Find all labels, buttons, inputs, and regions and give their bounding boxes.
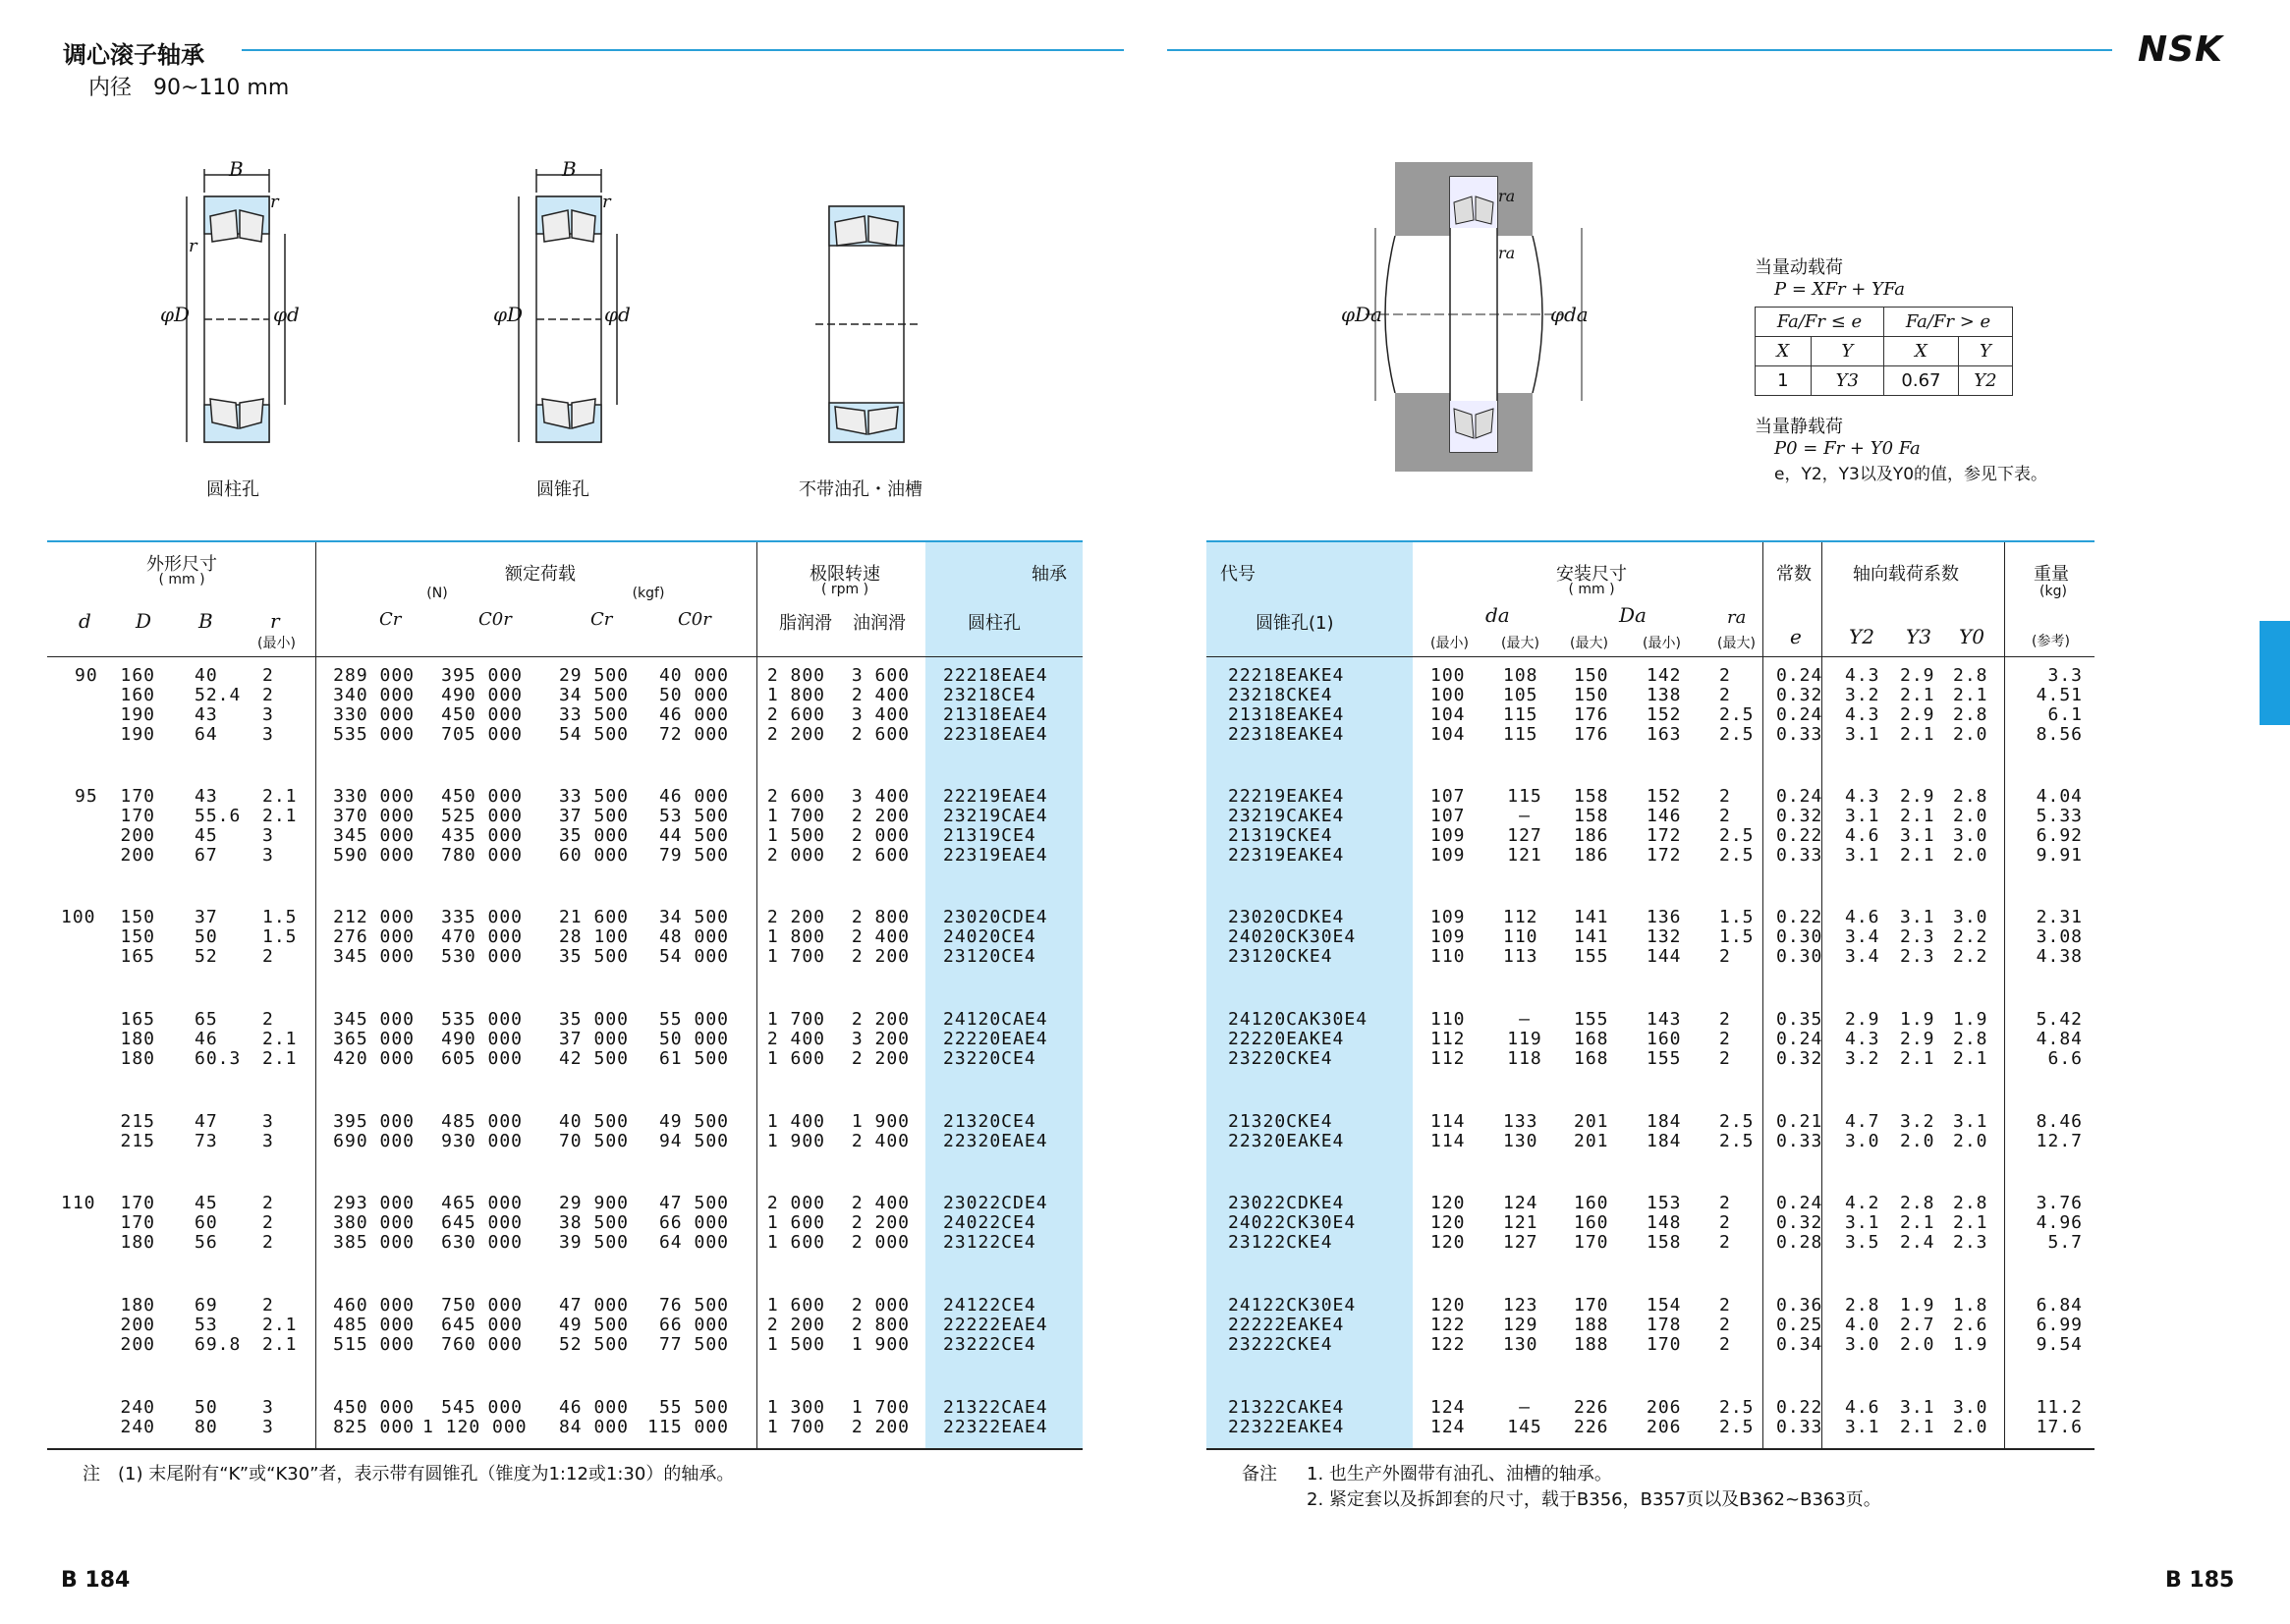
cell-da-min: 114 114	[1430, 1111, 1466, 1151]
cell-B: 45 60 56	[195, 1193, 218, 1253]
cell-oil: 3 400 2 200 2 000 2 600	[851, 786, 910, 866]
cell-grease: 1 300 1 700	[766, 1397, 825, 1437]
cell-B: 37 50 52	[195, 907, 218, 967]
hdr-ref: (参考)	[2032, 634, 2070, 649]
cell-da-min: 109 109 110	[1430, 907, 1466, 967]
left-vsep-1	[315, 542, 316, 1448]
cell-grease: 2 200 1 800 1 700	[766, 907, 825, 967]
left-header-rule	[47, 656, 1083, 657]
cell-da-max: 108 105 115 115	[1503, 665, 1538, 745]
cell-D: 180 200 200	[120, 1295, 155, 1355]
cell-code: 24122CE4 22222EAE4 23222CE4	[943, 1295, 1048, 1355]
dim-label-r2: r	[602, 192, 611, 212]
hdr-Y0: Y0	[1959, 625, 1984, 648]
cell-code: 21322CAKE4 22322EAKE4	[1228, 1397, 1345, 1437]
cell-oil: 3 600 2 400 3 400 2 600	[851, 665, 910, 745]
cell-code: 21320CKE4 22320EAKE4	[1228, 1111, 1345, 1151]
dim-label-d1: φd	[273, 303, 300, 326]
cell-Y2: 4.6 3.4 3.4	[1845, 907, 1880, 967]
right-note-2: 2. 紧定套以及拆卸套的尺寸，载于B356，B357页以及B362~B363页。	[1307, 1489, 1881, 1510]
cell-weight: 4.04 5.33 6.92 9.91	[2036, 786, 2083, 866]
label-ra2: ra	[1498, 244, 1516, 262]
brand-logo: NSK	[2138, 29, 2223, 70]
dim-label-r1: r	[270, 192, 279, 212]
cell-grease: 2 000 1 600 1 600	[766, 1193, 825, 1253]
cell-ra: 2 2 2.5 2.5	[1719, 665, 1755, 745]
cell-Da-min: 154 178 170	[1647, 1295, 1682, 1355]
left-table-bottom-rule	[47, 1448, 1083, 1450]
cell-C0rk: 40 000 50 000 46 000 72 000	[658, 665, 729, 745]
cell-Da-max: 158 158 186 186	[1574, 786, 1609, 866]
cell-Cr: 289 000 340 000 330 000 535 000	[333, 665, 415, 745]
cell-d: 95	[75, 786, 98, 807]
static-load-note: e，Y2，Y3以及Y0的值，参见下表。	[1774, 465, 2048, 484]
cell-r: 1.5 1.5 2	[262, 907, 298, 967]
cell-ra: 1.5 1.5 2	[1719, 907, 1755, 967]
cell-Y2: 4.7 3.0	[1845, 1111, 1880, 1151]
cell-grease: 1 700 2 400 1 600	[766, 1009, 825, 1069]
cell-d: 90	[75, 665, 98, 686]
hdr-unit-n: (N)	[426, 586, 448, 601]
caption-tapered: 圆锥孔	[536, 479, 589, 500]
bearing-diagrams	[147, 147, 953, 511]
hdr-axial: 轴向载荷系数	[1853, 564, 1959, 585]
cell-e: 0.24 0.32 0.22 0.33	[1776, 786, 1823, 866]
hdr-ra: ra	[1727, 607, 1747, 628]
cell-Y0: 3.0 2.0	[1953, 1397, 1988, 1437]
cell-oil: 2 400 2 200 2 000	[851, 1193, 910, 1253]
hdr-Da-min: (最小)	[1643, 636, 1681, 651]
hdr-mount: 安装尺寸	[1556, 564, 1627, 585]
cell-weight: 5.42 4.84 6.6	[2036, 1009, 2083, 1069]
x-label-1: X	[1756, 337, 1812, 366]
right-table-top-rule	[1206, 540, 2095, 542]
cell-da-max: – 145	[1507, 1397, 1542, 1437]
hdr-unit-kgf: (kgf)	[632, 586, 665, 601]
label-ra1: ra	[1498, 187, 1516, 205]
cell-da-max: 124 121 127	[1503, 1193, 1538, 1253]
cell-B: 40 52.4 43 64	[195, 665, 242, 745]
val-4: Y2	[1958, 366, 2012, 396]
cell-D: 165 180 180	[120, 1009, 155, 1069]
cell-code: 23022CDE4 24022CE4 23122CE4	[943, 1193, 1048, 1253]
cell-code: 24120CAE4 22220EAE4 23220CE4	[943, 1009, 1048, 1069]
cell-B: 43 55.6 45 67	[195, 786, 242, 866]
cell-r: 3 3	[262, 1397, 274, 1437]
left-page-number: B 184	[61, 1568, 131, 1593]
cell-B: 47 73	[195, 1111, 218, 1151]
right-note-1: 1. 也生产外圈带有油孔、油槽的轴承。	[1307, 1464, 1612, 1484]
cell-da-min: 107 107 109 109	[1430, 786, 1466, 866]
cell-da-max: – 119 118	[1507, 1009, 1542, 1069]
cell-grease: 2 800 1 800 2 600 2 200	[766, 665, 825, 745]
cell-grease: 1 600 2 200 1 500	[766, 1295, 825, 1355]
dim-label-D2: φD	[493, 303, 524, 326]
left-title-rule	[242, 49, 1124, 51]
cell-Cr: 395 000 690 000	[333, 1111, 415, 1151]
cell-Cr: 450 000 825 000	[333, 1397, 415, 1437]
cell-r: 2.1 2.1 3 3	[262, 786, 298, 866]
cell-ra: 2 2 2	[1719, 1009, 1731, 1069]
y-label-1: Y	[1811, 337, 1883, 366]
cell-d: 110	[61, 1193, 96, 1213]
cell-Y2: 4.3 3.2 4.3 3.1	[1845, 665, 1880, 745]
hdr-cyl: 圆柱孔	[968, 613, 1021, 634]
cell-code: 23022CDKE4 24022CK30E4 23122CKE4	[1228, 1193, 1357, 1253]
cell-Y3: 3.1 2.3 2.3	[1900, 907, 1935, 967]
cell-Y0: 2.8 2.1 2.3	[1953, 1193, 1988, 1253]
right-table-bottom-rule	[1206, 1448, 2095, 1450]
cell-code: 21320CE4 22320EAE4	[943, 1111, 1048, 1151]
cell-Y0: 2.8 2.0 3.0 2.0	[1953, 786, 1988, 866]
cell-Da-min: 152 146 172 172	[1647, 786, 1682, 866]
hdr-B: B	[198, 609, 213, 633]
hdr-D: D	[136, 609, 152, 633]
cell-D: 240 240	[120, 1397, 155, 1437]
hdr-r: r	[270, 609, 280, 633]
left-footnote: 注 (1) 末尾附有“K”或“K30”者，表示带有圆锥孔（锥度为1:12或1:30）的轴承。	[83, 1464, 735, 1484]
label-Da: φDa	[1341, 303, 1382, 326]
cell-e: 0.35 0.24 0.32	[1776, 1009, 1823, 1069]
cell-Da-min: 153 148 158	[1647, 1193, 1682, 1253]
cell-da-min: 124 124	[1430, 1397, 1466, 1437]
cell-da-max: 133 130	[1503, 1111, 1538, 1151]
cell-da-min: 110 112 112	[1430, 1009, 1466, 1069]
cell-Y0: 2.8 2.1 2.8 2.0	[1953, 665, 1988, 745]
cell-weight: 6.84 6.99 9.54	[2036, 1295, 2083, 1355]
cell-Cr: 212 000 276 000 345 000	[333, 907, 415, 967]
cell-e: 0.22 0.30 0.30	[1776, 907, 1823, 967]
hdr-Cr1: Cr	[379, 609, 402, 630]
cell-Y2: 4.6 3.1	[1845, 1397, 1880, 1437]
cell-Y0: 1.9 2.8 2.1	[1953, 1009, 1988, 1069]
cond-1: Fa/Fr ≤ e	[1756, 308, 1884, 337]
dim-label-r1b: r	[189, 236, 197, 256]
cell-code: 24120CAK30E4 22220EAKE4 23220CKE4	[1228, 1009, 1368, 1069]
cell-Da-min: 143 160 155	[1647, 1009, 1682, 1069]
cell-code: 24122CK30E4 22222EAKE4 23222CKE4	[1228, 1295, 1357, 1355]
cell-e: 0.22 0.33	[1776, 1397, 1823, 1437]
left-table-top-rule	[47, 540, 1083, 542]
dim-label-B2: B	[562, 157, 577, 181]
cell-B: 69 53 69.8	[195, 1295, 242, 1355]
hdr-speed: 极限转速	[810, 564, 880, 585]
cell-weight: 11.2 17.6	[2036, 1397, 2083, 1437]
cell-C0rk: 76 500 66 000 77 500	[658, 1295, 729, 1355]
cell-da-min: 120 120 120	[1430, 1193, 1466, 1253]
dyn-load-title: 当量动载荷	[1755, 257, 1843, 278]
cell-B: 50 80	[195, 1397, 218, 1437]
hdr-outer: 外形尺寸	[146, 554, 217, 575]
hdr-C0r1: C0r	[478, 609, 512, 630]
right-vsep-1	[1762, 542, 1763, 1448]
dim-label-B1: B	[229, 157, 244, 181]
label-da: φda	[1550, 303, 1589, 326]
hdr-e: e	[1790, 625, 1802, 648]
cell-C0rk: 49 500 94 500	[658, 1111, 729, 1151]
val-3: 0.67	[1884, 366, 1959, 396]
cell-Crk: 35 000 37 000 42 500	[558, 1009, 629, 1069]
cell-ra: 2.5 2.5	[1719, 1111, 1755, 1151]
cell-C0r: 535 000 490 000 605 000	[441, 1009, 523, 1069]
cell-C0r: 465 000 645 000 630 000	[441, 1193, 523, 1253]
cell-Cr: 330 000 370 000 345 000 590 000	[333, 786, 415, 866]
cell-Da-max: 160 160 170	[1574, 1193, 1609, 1253]
hdr-taper: 圆锥孔(1)	[1256, 613, 1334, 634]
cell-e: 0.21 0.33	[1776, 1111, 1823, 1151]
caption-no-oil: 不带油孔・油槽	[799, 479, 922, 500]
cell-Crk: 46 000 84 000	[558, 1397, 629, 1437]
hdr-C0r2: C0r	[678, 609, 711, 630]
cell-Crk: 21 600 28 100 35 500	[558, 907, 629, 967]
cell-Y0: 3.1 2.0	[1953, 1111, 1988, 1151]
right-header-rule	[1206, 656, 2095, 657]
cell-code: 22218EAE4 23218CE4 21318EAE4 22318EAE4	[943, 665, 1048, 745]
hdr-weight: 重量	[2034, 564, 2069, 585]
cell-Y2: 2.8 4.0 3.0	[1845, 1295, 1880, 1355]
cell-C0r: 395 000 490 000 450 000 705 000	[441, 665, 523, 745]
hdr-weight-unit: (kg)	[2039, 584, 2067, 599]
cell-ra: 2 2 2.5 2.5	[1719, 786, 1755, 866]
cell-Cr: 293 000 380 000 385 000	[333, 1193, 415, 1253]
hdr-d: d	[79, 609, 91, 633]
cell-e: 0.24 0.32 0.28	[1776, 1193, 1823, 1253]
hdr-code: 代号	[1220, 564, 1256, 585]
cell-d: 100	[61, 907, 96, 927]
cell-Y3: 2.8 2.1 2.4	[1900, 1193, 1935, 1253]
hdr-ra-max: (最大)	[1717, 636, 1756, 651]
hdr-outer-unit: ( mm )	[158, 572, 205, 588]
cell-code: 21322CAE4 22322EAE4	[943, 1397, 1048, 1437]
cell-C0rk: 47 500 66 000 64 000	[658, 1193, 729, 1253]
right-note-title: 备注	[1242, 1464, 1277, 1484]
dim-label-D1: φD	[160, 303, 191, 326]
cell-Cr: 345 000 365 000 420 000	[333, 1009, 415, 1069]
cell-Crk: 33 500 37 500 35 000 60 000	[558, 786, 629, 866]
cell-e: 0.24 0.32 0.24 0.33	[1776, 665, 1823, 745]
cell-Y3: 2.9 2.1 3.1 2.1	[1900, 786, 1935, 866]
cell-Cr: 460 000 485 000 515 000	[333, 1295, 415, 1355]
cell-C0r: 335 000 470 000 530 000	[441, 907, 523, 967]
cell-weight: 2.31 3.08 4.38	[2036, 907, 2083, 967]
cell-grease: 2 600 1 700 1 500 2 000	[766, 786, 825, 866]
cell-ra: 2 2 2	[1719, 1193, 1731, 1253]
caption-cylindrical: 圆柱孔	[206, 479, 259, 500]
static-load-formula: P0 = Fr + Y0 Fa	[1774, 438, 1921, 459]
cell-Y3: 2.9 2.1 2.9 2.1	[1900, 665, 1935, 745]
cell-C0r: 545 000 1 120 000	[422, 1397, 528, 1437]
hdr-const: 常数	[1776, 564, 1812, 585]
cell-grease: 1 400 1 900	[766, 1111, 825, 1151]
cell-ra: 2.5 2.5	[1719, 1397, 1755, 1437]
cell-r: 3 3	[262, 1111, 274, 1151]
cell-C0r: 485 000 930 000	[441, 1111, 523, 1151]
cell-B: 65 46 60.3	[195, 1009, 242, 1069]
cell-weight: 3.3 4.51 6.1 8.56	[2036, 665, 2083, 745]
cell-Y3: 3.1 2.1	[1900, 1397, 1935, 1437]
cell-da-max: 123 129 130	[1503, 1295, 1538, 1355]
cell-weight: 8.46 12.7	[2036, 1111, 2083, 1151]
cell-C0rk: 55 500 115 000	[647, 1397, 729, 1437]
cond-2: Fa/Fr > e	[1884, 308, 2013, 337]
hdr-Y3: Y3	[1906, 625, 1931, 648]
hdr-mount-unit: ( mm )	[1568, 582, 1615, 597]
cell-code: 22219EAE4 23219CAE4 21319CE4 22319EAE4	[943, 786, 1048, 866]
cell-Y0: 1.8 2.6 1.9	[1953, 1295, 1988, 1355]
cell-D: 160 160 190 190	[120, 665, 155, 745]
cell-C0r: 450 000 525 000 435 000 780 000	[441, 786, 523, 866]
cell-D: 170 170 200 200	[120, 786, 155, 866]
y-label-2: Y	[1958, 337, 2012, 366]
cell-Y0: 3.0 2.2 2.2	[1953, 907, 1988, 967]
hdr-grease: 脂润滑	[779, 613, 832, 634]
cell-Da-max: 150 150 176 176	[1574, 665, 1609, 745]
cell-da-min: 120 122 122	[1430, 1295, 1466, 1355]
hdr-da: da	[1485, 603, 1510, 627]
cell-oil: 1 900 2 400	[851, 1111, 910, 1151]
side-tab	[2260, 621, 2290, 725]
load-factor-table	[1755, 307, 2013, 396]
hdr-speed-unit: ( rpm )	[820, 582, 869, 597]
hdr-bearing: 轴承	[1032, 564, 1067, 585]
dyn-load-formula: P = XFr + YFa	[1774, 279, 1905, 300]
cell-oil: 1 700 2 200	[851, 1397, 910, 1437]
cell-Y2: 4.2 3.1 3.5	[1845, 1193, 1880, 1253]
cell-r: 2 2.1 2.1	[262, 1295, 298, 1355]
cell-D: 150 150 165	[120, 907, 155, 967]
cell-Da-max: 201 201	[1574, 1111, 1609, 1151]
cell-e: 0.36 0.25 0.34	[1776, 1295, 1823, 1355]
cell-code: 22219EAKE4 23219CAKE4 21319CKE4 22319EAKE4	[1228, 786, 1345, 866]
cell-Crk: 40 500 70 500	[558, 1111, 629, 1151]
cell-Da-min: 184 184	[1647, 1111, 1682, 1151]
hdr-oil: 油润滑	[853, 613, 906, 634]
x-label-2: X	[1884, 337, 1959, 366]
static-load-title: 当量静载荷	[1755, 417, 1843, 437]
cell-Da-max: 226 226	[1574, 1397, 1609, 1437]
cell-C0rk: 55 000 50 000 61 500	[658, 1009, 729, 1069]
cell-D: 170 170 180	[120, 1193, 155, 1253]
cell-code: 23020CDKE4 24020CK30E4 23120CKE4	[1228, 907, 1357, 967]
right-title-rule	[1167, 49, 2112, 51]
cell-oil: 2 000 2 800 1 900	[851, 1295, 910, 1355]
cell-Da-max: 170 188 188	[1574, 1295, 1609, 1355]
cell-ra: 2 2 2	[1719, 1295, 1731, 1355]
val-2: Y3	[1811, 366, 1883, 396]
cell-Da-max: 155 168 168	[1574, 1009, 1609, 1069]
hdr-Cr2: Cr	[590, 609, 613, 630]
cell-code: 22218EAKE4 23218CKE4 21318EAKE4 22318EAKE4	[1228, 665, 1345, 745]
hdr-Da: Da	[1619, 603, 1647, 627]
cell-da-min: 100 100 104 104	[1430, 665, 1466, 745]
cell-r: 2 2 3 3	[262, 665, 274, 745]
cell-code: 23020CDE4 24020CE4 23120CE4	[943, 907, 1048, 967]
diagram-no-oil-hole	[815, 206, 918, 442]
cell-r: 2 2 2	[262, 1193, 274, 1253]
hdr-da-max: (最大)	[1501, 636, 1539, 651]
hdr-Y2: Y2	[1849, 625, 1874, 648]
cell-C0rk: 46 000 53 500 44 500 79 500	[658, 786, 729, 866]
cell-Crk: 47 000 49 500 52 500	[558, 1295, 629, 1355]
cell-C0r: 750 000 645 000 760 000	[441, 1295, 523, 1355]
cell-Da-min: 206 206	[1647, 1397, 1682, 1437]
hdr-load: 额定荷载	[505, 564, 576, 585]
cell-oil: 2 200 3 200 2 200	[851, 1009, 910, 1069]
cell-Y2: 4.3 3.1 4.6 3.1	[1845, 786, 1880, 866]
cell-weight: 3.76 4.96 5.7	[2036, 1193, 2083, 1253]
cell-Crk: 29 900 38 500 39 500	[558, 1193, 629, 1253]
cell-Da-min: 136 132 144	[1647, 907, 1682, 967]
right-vsep-3	[2004, 542, 2005, 1448]
cell-Y2: 2.9 4.3 3.2	[1845, 1009, 1880, 1069]
cell-Y3: 1.9 2.9 2.1	[1900, 1009, 1935, 1069]
hdr-Da-max: (最大)	[1570, 636, 1608, 651]
cell-Da-max: 141 141 155	[1574, 907, 1609, 967]
cell-r: 2 2.1 2.1	[262, 1009, 298, 1069]
cell-Y3: 1.9 2.7 2.0	[1900, 1295, 1935, 1355]
left-subtitle: 内径 90~110 mm	[88, 76, 290, 100]
val-1: 1	[1756, 366, 1812, 396]
cell-D: 215 215	[120, 1111, 155, 1151]
hdr-rmin: (最小)	[257, 636, 296, 651]
cell-da-max: 112 110 113	[1503, 907, 1538, 967]
cell-Crk: 29 500 34 500 33 500 54 500	[558, 665, 629, 745]
right-page-number: B 185	[2165, 1568, 2235, 1593]
cell-Da-min: 142 138 152 163	[1647, 665, 1682, 745]
cell-Y3: 3.2 2.0	[1900, 1111, 1935, 1151]
hdr-da-min: (最小)	[1430, 636, 1469, 651]
left-title: 调心滚子轴承	[63, 41, 204, 69]
cell-oil: 2 800 2 400 2 200	[851, 907, 910, 967]
dim-label-d2: φd	[604, 303, 631, 326]
cell-C0rk: 34 500 48 000 54 000	[658, 907, 729, 967]
cell-da-max: 115 – 127 121	[1507, 786, 1542, 866]
